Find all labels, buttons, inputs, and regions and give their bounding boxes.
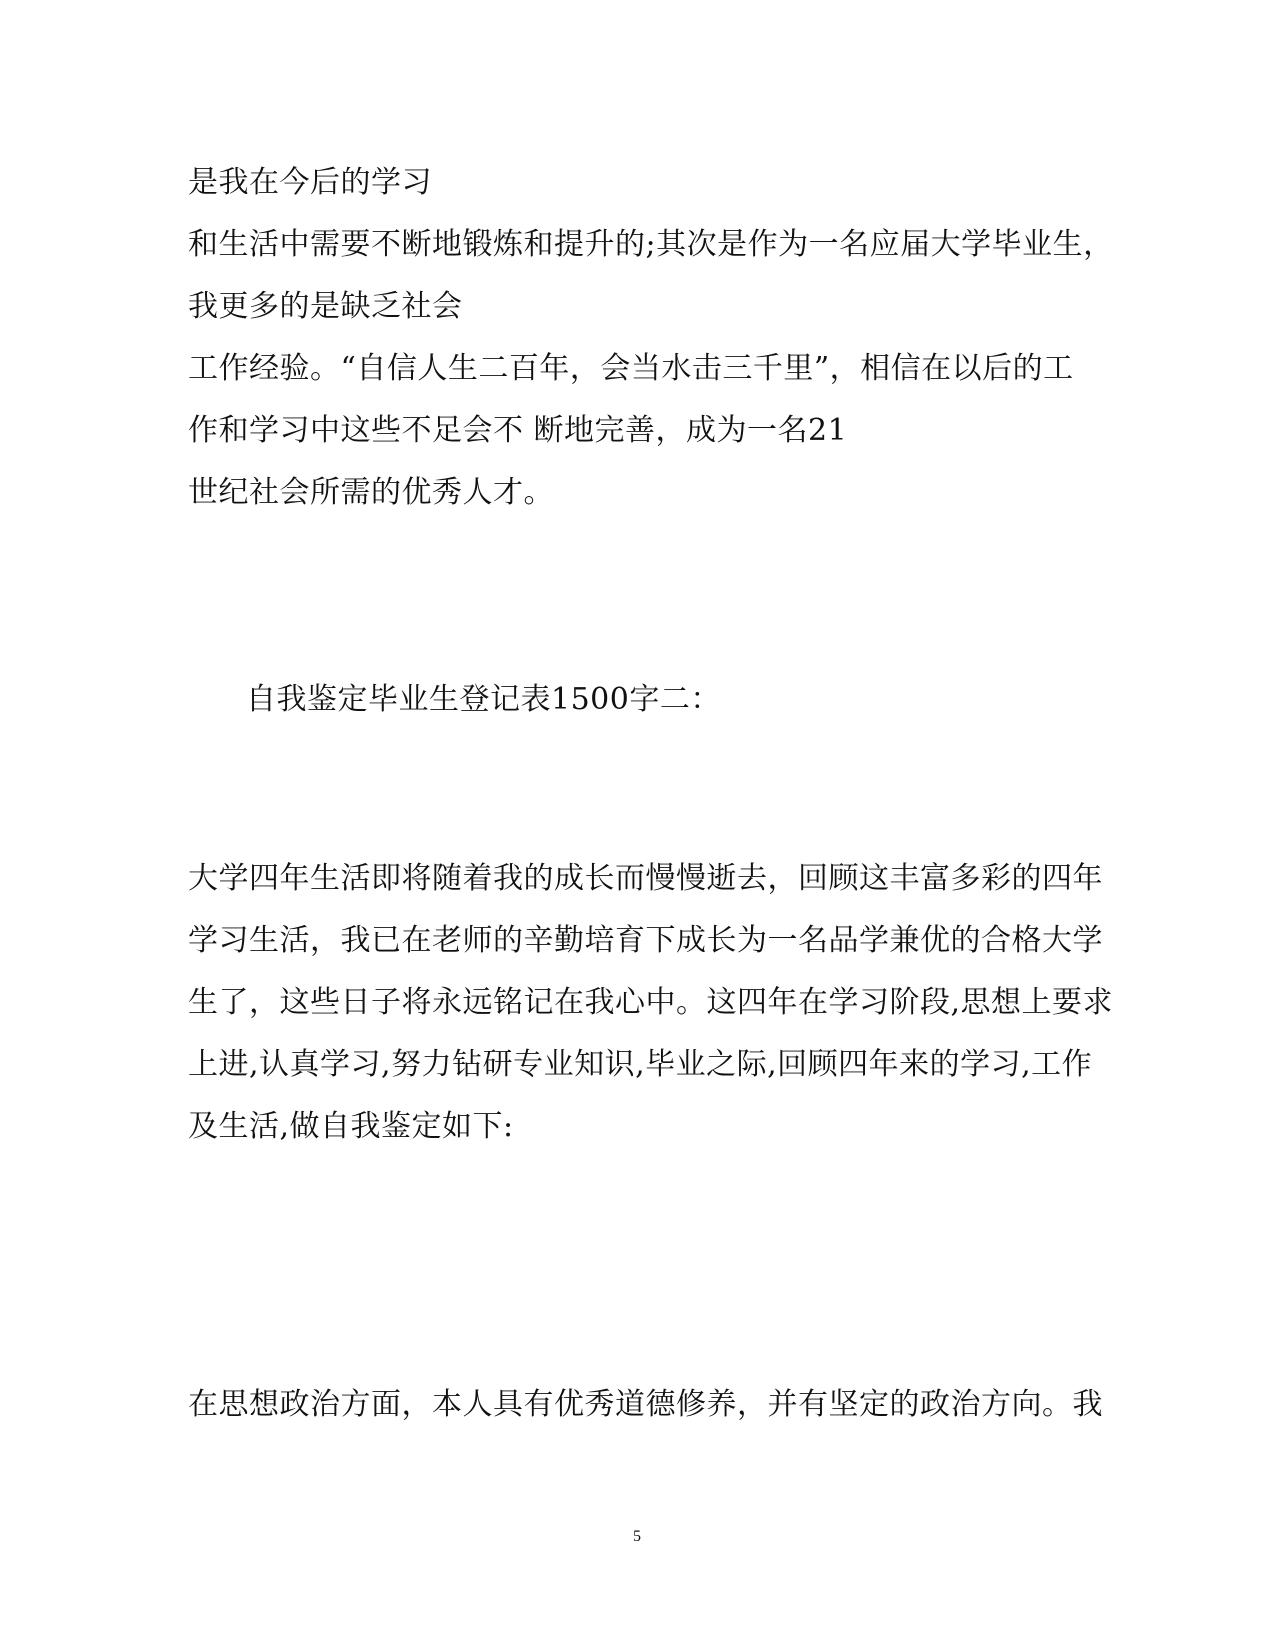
paragraph-line: 在思想政治方面，本人具有优秀道德修养，并有坚定的政治方向。我 (188, 1387, 1103, 1422)
section-heading: 自我鉴定毕业生登记表1500字二： (246, 682, 721, 717)
paragraph-line: 我更多的是缺乏社会 (188, 289, 463, 324)
paragraph-line: 学习生活，我已在老师的辛勤培育下成长为一名品学兼优的合格大学 (188, 923, 1103, 958)
paragraph-line: 生了，这些日子将永远铭记在我心中。这四年在学习阶段,思想上要求 (188, 985, 1114, 1020)
paragraph-line: 及生活,做自我鉴定如下: (188, 1109, 514, 1144)
paragraph-line: 是我在今后的学习 (188, 165, 432, 200)
paragraph-line: 工作经验。“自信人生二百年，会当水击三千里”，相信在以后的工 (188, 351, 1074, 386)
page-number: 5 (633, 1528, 641, 1545)
paragraph-line: 大学四年生活即将随着我的成长而慢慢逝去，回顾这丰富多彩的四年 (188, 861, 1103, 896)
paragraph-line: 作和学习中这些不足会不 断地完善，成为一名21 (188, 413, 848, 448)
paragraph-line: 和生活中需要不断地锻炼和提升的;其次是作为一名应届大学毕业生， (188, 227, 1114, 262)
paragraph-line: 世纪社会所需的优秀人才。 (188, 475, 554, 510)
paragraph-line: 上进,认真学习,努力钻研专业知识,毕业之际,回顾四年来的学习,工作 (188, 1047, 1093, 1082)
